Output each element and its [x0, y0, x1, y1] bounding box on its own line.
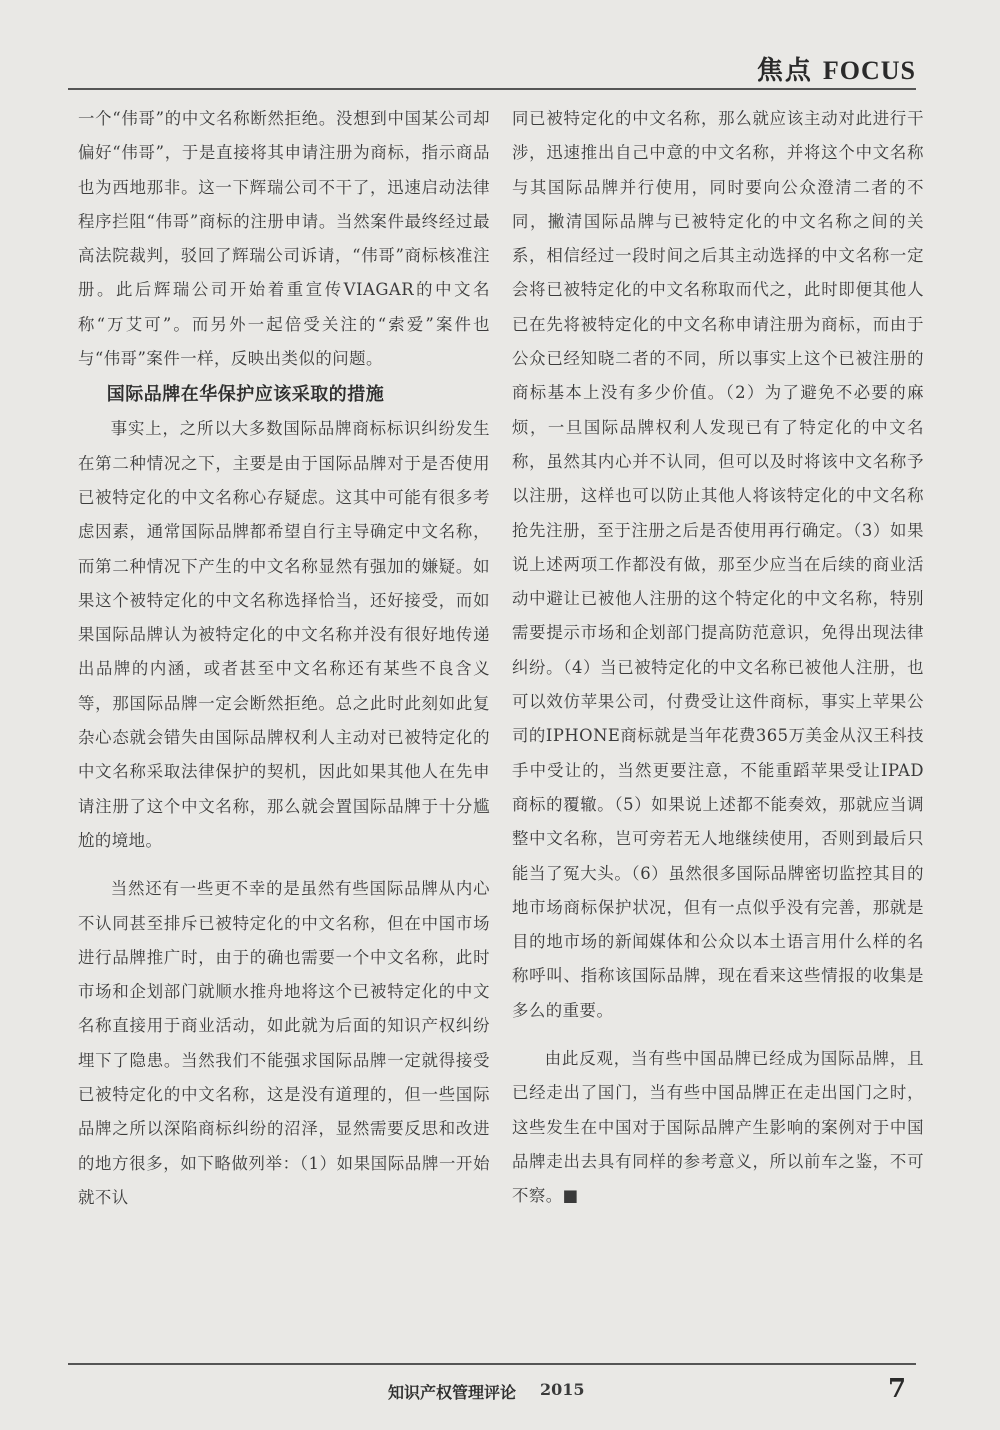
journal-year: 2015	[540, 1380, 585, 1399]
paragraph-text: 由此反观，当有些中国品牌已经成为国际品牌，且已经走出了国门，当有些中国品牌正在走出国门之时，这些发生在中国对于国际品牌产生影响的案例对于中国品牌走出去具有同样的参考意义，所以前车之鉴，不可不察。	[512, 1049, 924, 1206]
section-title-en: FOCUS	[822, 56, 916, 85]
paragraph: 一个“伟哥”的中文名称断然拒绝。没想到中国某公司却偏好“伟哥”，于是直接将其申请注册为商标，指示商品也为西地那非。这一下辉瑞公司不干了，迅速启动法律程序拦阻“伟哥”商标的注册申请。当然案件最终经过最高法院裁判，驳回了辉瑞公司诉请，“伟哥”商标核准注册。此后辉瑞公司开始着重宣传VIAGAR的中文名称“万艾可”。而另外一起倍受关注的“索爱”案件也与“伟哥”案件一样，反映出类似的问题。	[78, 109, 490, 369]
section-title-cn: 焦点	[756, 56, 813, 86]
page-number: 7	[888, 1374, 907, 1404]
left-column	[78, 102, 490, 1215]
footer-divider	[68, 1363, 916, 1365]
paragraph: 事实上，之所以大多数国际品牌商标标识纠纷发生在第二种情况之下，主要是由于国际品牌对于是否使用已被特定化的中文名称心存疑虑。这其中可能有很多考虑因素，通常国际品牌都希望自行主导确定中文名称，而第二种情况下产生的中文名称显然有强加的嫌疑。如果这个被特定化的中文名称选择恰当，还好接受，而如果国际品牌认为被特定化的中文名称并没有很好地传递出品牌的内涵，或者甚至中文名称还有某些不良含义等，那国际品牌一定会断然拒绝。总之此时此刻如此复杂心态就会错失由国际品牌权利人主动对已被特定化的中文名称采取法律保护的契机，因此如果其他人在先申请注册了这个中文名称，那么就会置国际品牌于十分尴尬的境地。	[78, 419, 490, 850]
section-heading: 国际品牌在华保护应该采取的措施	[106, 384, 385, 406]
paragraph	[512, 1042, 924, 1213]
page-header	[757, 50, 916, 87]
end-mark-icon: ■	[562, 1186, 579, 1206]
journal-name: 知识产权管理评论	[388, 1383, 517, 1402]
paragraph: 当然还有一些更不幸的是虽然有些国际品牌从内心不认同甚至排斥已被特定化的中文名称，但在中国市场进行品牌推广时，由于的确也需要一个中文名称，此时市场和企划部门就顺水推舟地将这个已被特定化的中文名称直接用于商业活动，如此就为后面的知识产权纠纷埋下了隐患。当然我们不能强求国际品牌一定就得接受已被特定化的中文名称，这是没有道理的，但一些国际品牌之所以深陷商标纠纷的沼泽，显然需要反思和改进的地方很多，如下略做列举：（1）如果国际品牌一开始就不认	[78, 879, 490, 1207]
right-column	[512, 102, 924, 1214]
header-divider	[68, 88, 916, 90]
paragraph: 同已被特定化的中文名称，那么就应该主动对此进行干涉，迅速推出自己中意的中文名称，并将这个中文名称与其国际品牌并行使用，同时要向公众澄清二者的不同，撇清国际品牌与已被特定化的中文名称之间的关系，相信经过一段时间之后其主动选择的中文名称一定会将已被特定化的中文名称取而代之，此时即便其他人已在先将被特定化的中文名称申请注册为商标，而由于公众已经知晓二者的不同，所以事实上这个已被注册的商标基本上没有多少价值。（2）为了避免不必要的麻烦，一旦国际品牌权利人发现已有了特定化的中文名称，虽然其内心并不认同，但可以及时将该中文名称予以注册，这样也可以防止其他人将该特定化的中文名称抢先注册，至于注册之后是否使用再行确定。（3）如果说上述两项工作都没有做，那至少应当在后续的商业活动中避让已被他人注册的这个特定化的中文名称，特别需要提示市场和企划部门提高防范意识，免得出现法律纠纷。（4）当已被特定化的中文名称已被他人注册，也可以效仿苹果公司，付费受让这件商标，事实上苹果公司的IPHONE商标就是当年花费365万美金从汉王科技手中受让的，当然更要注意，不能重蹈苹果受让IPAD商标的覆辙。（5）如果说上述都不能奏效，那就应当调整中文名称，岂可旁若无人地继续使用，否则到最后只能当了冤大头。（6）虽然很多国际品牌密切监控其目的地市场商标保护状况，但有一点似乎没有完善，那就是目的地市场的新闻媒体和公众以本土语言用什么样的名称呼叫、指称该国际品牌，现在看来这些情报的收集是多么的重要。	[512, 109, 924, 1020]
